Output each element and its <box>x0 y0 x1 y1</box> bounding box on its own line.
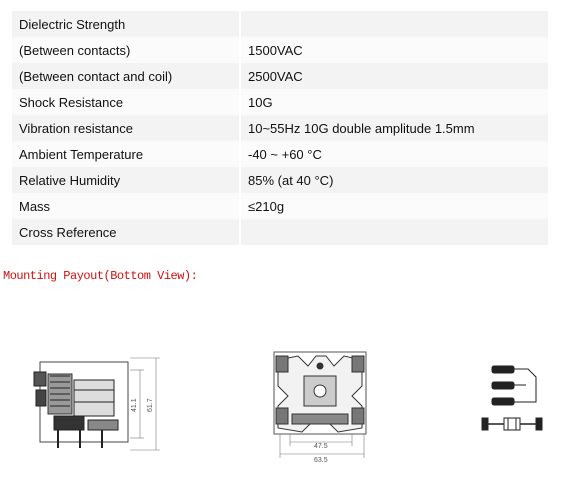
spec-label: (Between contact and coil) <box>19 68 173 84</box>
spec-label: Cross Reference <box>19 224 117 240</box>
bottom-view-drawing <box>268 346 378 466</box>
spec-label: Shock Resistance <box>19 94 124 110</box>
spec-value: 2500VAC <box>248 68 303 84</box>
spec-value: 1500VAC <box>248 42 303 58</box>
spec-value: ≤210g <box>248 198 285 214</box>
side-dim-outer: 61.7 <box>147 398 154 412</box>
mounting-heading: Mounting Payout(Bottom View): <box>3 269 198 283</box>
side-view-drawing <box>18 350 168 460</box>
bottom-dim-outer: 63.5 <box>314 457 328 464</box>
spec-row-shock-resistance <box>12 89 548 115</box>
spec-label: Ambient Temperature <box>19 146 144 162</box>
bottom-dim-inner: 47.5 <box>314 443 328 450</box>
spec-label: Dielectric Strength <box>19 16 126 32</box>
terminal-layout-icon <box>480 358 550 438</box>
spec-label: Vibration resistance <box>19 120 133 136</box>
spec-row-relative-humidity <box>12 167 548 193</box>
spec-row-cross-reference <box>12 219 548 245</box>
spec-value: -40 ~ +60 °C <box>248 146 322 162</box>
spec-row-vibration-resistance <box>12 115 548 141</box>
spec-label: (Between contacts) <box>19 42 131 58</box>
spec-value: 10G <box>248 94 273 110</box>
spec-row-ambient-temperature <box>12 141 548 167</box>
spec-value: 10~55Hz 10G double amplitude 1.5mm <box>248 120 475 136</box>
spec-row-between-contacts <box>12 37 548 63</box>
side-dim-inner: 41.1 <box>131 398 138 412</box>
spec-row-mass <box>12 193 548 219</box>
spec-label: Mass <box>19 198 51 214</box>
spec-value: 85% (at 40 °C) <box>248 172 334 188</box>
spec-row-dielectric-strength <box>12 11 548 37</box>
spec-row-contact-coil <box>12 63 548 89</box>
specifications-table <box>12 11 548 245</box>
spec-label: Relative Humidity <box>19 172 121 188</box>
